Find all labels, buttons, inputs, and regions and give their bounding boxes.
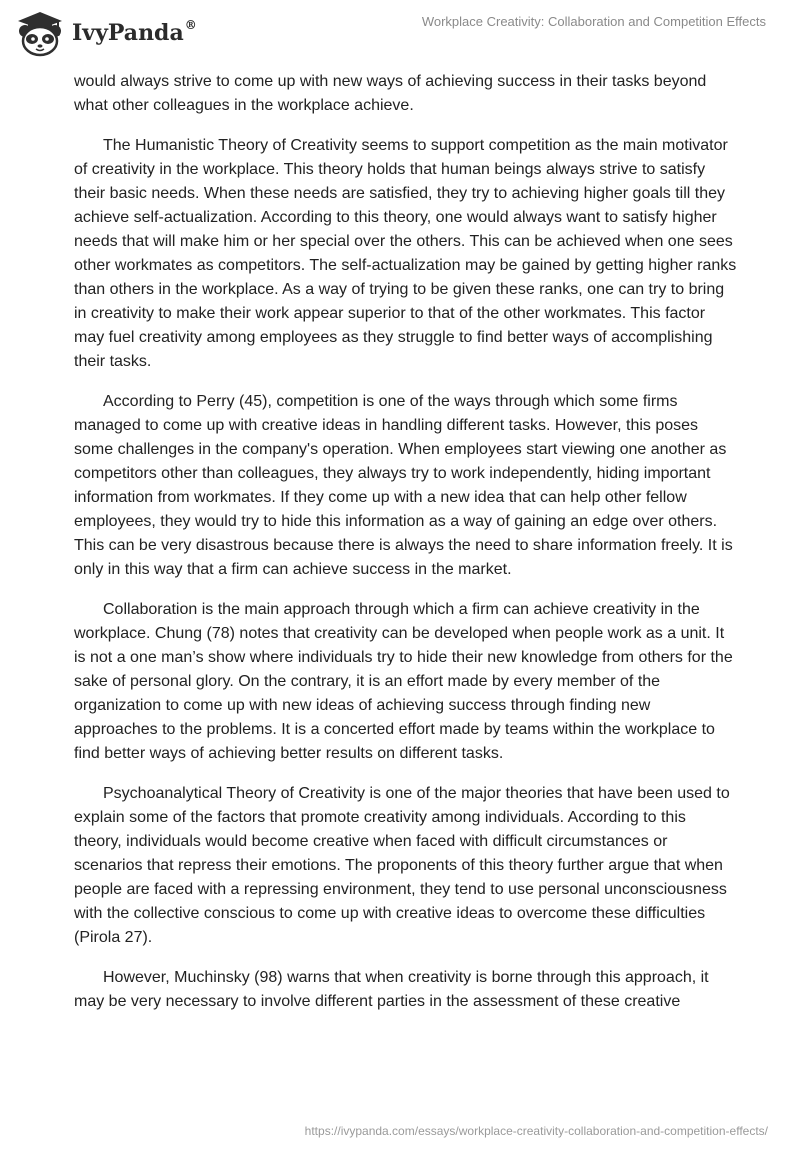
source-url[interactable]: https://ivypanda.com/essays/workplace-creativity-collaboration-and-competition-effects/	[304, 1124, 768, 1138]
panda-graduate-icon	[14, 9, 66, 57]
paragraph-continued: would always strive to come up with new ways of achieving success in their tasks beyond what other colleagues in the workplace achieve.	[74, 73, 707, 114]
page-header	[0, 0, 800, 70]
essay-body	[74, 70, 738, 1030]
paragraph: According to Perry (45), competition is one of the ways through which some firms managed to come up with creative ideas in handling different tasks. However, this poses some challenges in the company's operation. When employees start viewing one another as competitors other than colleagues, they always try to work independently, hiding important information from workmates. If they come up with a new idea that can help other fellow employees, they would try to hide this information as a way of gaining an edge over others. This can be very disastrous because there is always the need to share information freely. It is only in this way that a firm can achieve success in the market.	[74, 393, 733, 578]
paragraph: However, Muchinsky (98) warns that when creativity is borne through this approach, it may be very necessary to involve different parties in the assessment of these creative	[74, 969, 709, 1010]
logo-wordmark: IvyPanda®	[72, 18, 197, 46]
document-title: Workplace Creativity: Collaboration and Competition Effects	[421, 14, 766, 29]
ivypanda-logo[interactable]	[14, 9, 197, 57]
paragraph: The Humanistic Theory of Creativity seems to support competition as the main motivator of creativity in the workplace. This theory holds that human beings always strive to satisfy their basic needs. When these needs are satisfied, they try to achieving higher goals till they achieve self-actualization. According to this theory, one would always want to satisfy higher needs that will make him or her special over the others. This can be achieved when one sees other workmates as competitors. The self-actualization may be gained by getting higher ranks than others in the workplace. As a way of trying to be given these ranks, one can try to bring in creativity to make their work appear superior to that of the other workmates. This factor may fuel creativity among employees as they struggle to find better ways of accomplishing their tasks.	[74, 137, 737, 370]
paragraph: Psychoanalytical Theory of Creativity is one of the major theories that have been used to explain some of the factors that promote creativity among individuals. According to this theory, individuals would become creative when faced with difficult circumstances or scenarios that repress their emotions. The proponents of this theory further argue that when people are faced with a repressing environment, they tend to use personal unconsciousness with the collective conscious to come up with creative ideas to overcome these difficulties (Pirola 27).	[74, 785, 730, 946]
paragraph: Collaboration is the main approach through which a firm can achieve creativity in the workplace. Chung (78) notes that creativity can be developed when people work as a unit. It is not a one man’s show where individuals try to hide their new knowledge from others for the sake of personal glory. On the contrary, it is an effort made by every member of the organization to come up with new ideas of achieving success through finding new approaches to the problems. It is a concerted effort made by teams within the workplace to find better ways of achieving better results on different tasks.	[74, 601, 733, 762]
